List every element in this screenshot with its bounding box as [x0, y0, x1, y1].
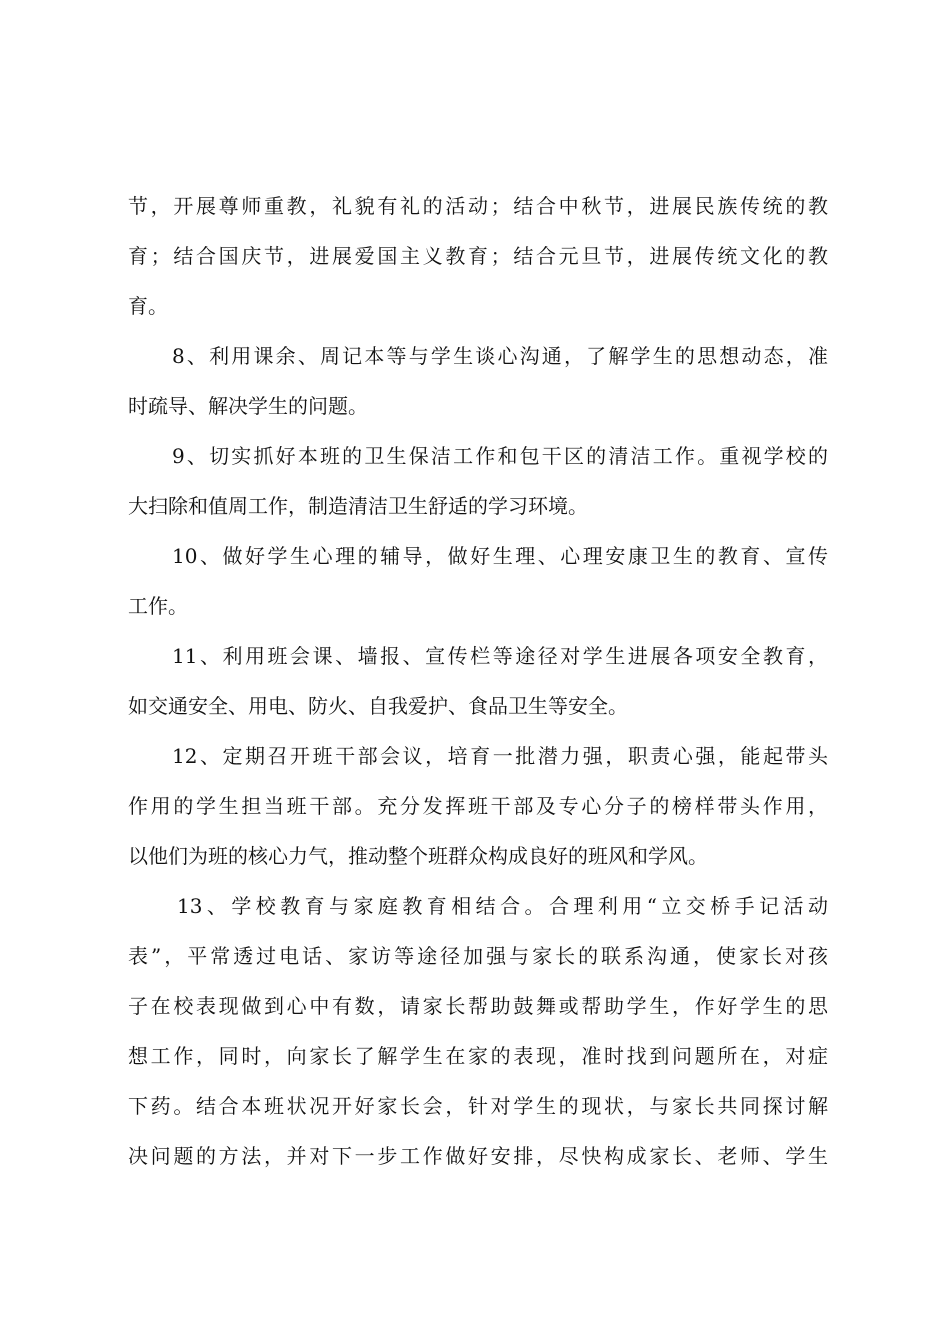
text-line: 以他们为班的核心力气，推动整个班群众构成良好的班风和学风。 — [128, 844, 708, 868]
paragraph-13-line: 13、学校教育与家庭教育相结合。合理利用“立交桥手记活动 — [177, 894, 828, 918]
text-line: 表”，平常透过电话、家访等途径加强与家长的联系沟通，使家长对孩 — [128, 944, 828, 968]
text-line: 子在校表现做到心中有数，请家长帮助鼓舞或帮助学生，作好学生的思 — [128, 994, 828, 1018]
text-line: 下药。结合本班状况开好家长会，针对学生的现状，与家长共同探讨解 — [128, 1094, 828, 1118]
text-line: 想工作，同时，向家长了解学生在家的表现，准时找到问题所在，对症 — [128, 1044, 828, 1068]
text-line: 时疏导、解决学生的问题。 — [128, 394, 368, 418]
paragraph-10-line: 10、做好学生心理的辅导，做好生理、心理安康卫生的教育、宣传 — [172, 544, 828, 568]
text-line: 如交通安全、用电、防火、自我爱护、食品卫生等安全。 — [128, 694, 628, 718]
paragraph-12-line: 12、定期召开班干部会议，培育一批潜力强，职责心强，能起带头 — [172, 744, 828, 768]
paragraph-9-line: 9、切实抓好本班的卫生保洁工作和包干区的清洁工作。重视学校的 — [172, 444, 828, 468]
paragraph-11-line: 11、利用班会课、墙报、宣传栏等途径对学生进展各项安全教育， — [172, 644, 828, 668]
text-line: 决问题的方法，并对下一步工作做好安排，尽快构成家长、老师、学生 — [128, 1144, 828, 1168]
text-line: 大扫除和值周工作，制造清洁卫生舒适的学习环境。 — [128, 494, 588, 518]
text-line: 育。 — [128, 294, 168, 318]
text-line: 节，开展尊师重教，礼貌有礼的活动；结合中秋节，进展民族传统的教 — [128, 194, 828, 218]
text-line: 作用的学生担当班干部。充分发挥班干部及专心分子的榜样带头作用， — [128, 794, 828, 818]
paragraph-8-line: 8、利用课余、周记本等与学生谈心沟通，了解学生的思想动态，准 — [172, 344, 828, 368]
text-line: 工作。 — [128, 594, 188, 618]
text-line: 育；结合国庆节，进展爱国主义教育；结合元旦节，进展传统文化的教 — [128, 244, 828, 268]
